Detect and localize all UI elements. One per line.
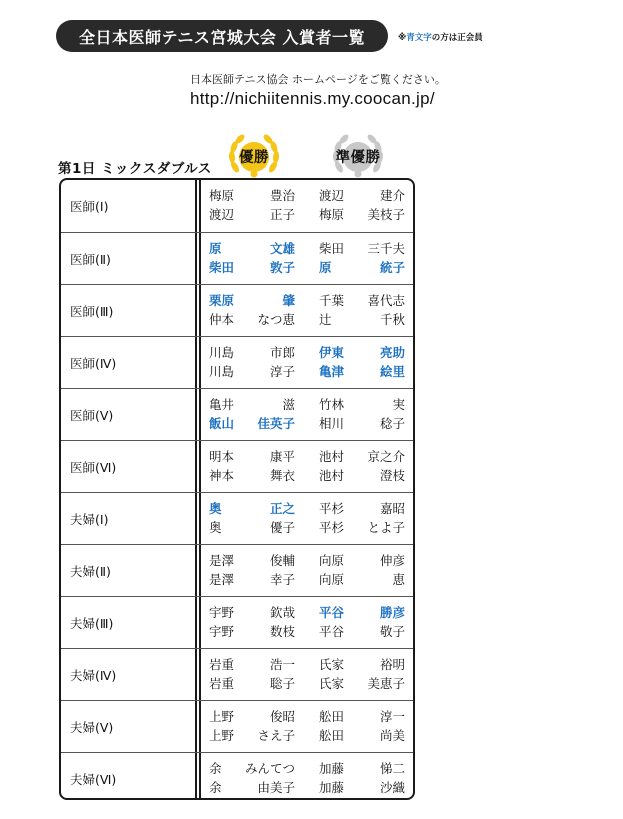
table-row: [61, 388, 413, 441]
family-name: 舩田: [319, 708, 345, 724]
family-name: 栗原: [209, 292, 235, 308]
player-name: [209, 674, 295, 693]
given-name: 文雄: [269, 240, 295, 256]
category-label: 医師(Ⅴ): [70, 407, 114, 423]
winner-pair: [209, 395, 295, 433]
given-name: みんてつ: [244, 760, 295, 776]
given-name: 欽哉: [269, 604, 295, 620]
given-name: 淳子: [269, 363, 295, 379]
given-name: 優子: [269, 519, 295, 535]
given-name: 淳一: [379, 708, 405, 724]
player-name: [319, 674, 405, 693]
given-name: 美恵子: [367, 675, 405, 691]
family-name: 氏家: [319, 656, 345, 672]
family-name: 相川: [319, 415, 345, 431]
table-row: [61, 180, 413, 232]
winner-pair: [209, 291, 295, 329]
player-name: [319, 343, 405, 362]
family-name: 宇野: [209, 623, 235, 639]
family-name: 梅原: [209, 188, 235, 203]
family-name: 是澤: [209, 571, 235, 587]
player-name: [209, 291, 295, 310]
given-name: 伸彦: [379, 552, 405, 568]
given-name: 三千夫: [367, 240, 405, 256]
homepage-text: 日本医師テニス協会 ホームページをご覧ください。: [190, 73, 446, 86]
given-name: さえ子: [257, 727, 295, 743]
player-name: [319, 603, 405, 622]
table-row: [61, 440, 413, 493]
family-name: 余: [209, 760, 222, 776]
player-name: [209, 759, 295, 778]
family-name: 余: [209, 779, 222, 795]
table-row: [61, 544, 413, 597]
given-name: 幸子: [269, 571, 295, 587]
given-name: 沙織: [379, 779, 405, 795]
runner-up-pair: [319, 343, 405, 381]
family-name: 向原: [319, 571, 345, 587]
family-name: 向原: [319, 552, 345, 568]
family-name: 是澤: [209, 552, 235, 568]
player-name: [209, 655, 295, 674]
player-name: [319, 655, 405, 674]
member-note: [398, 31, 483, 43]
note-suffix: の方は正会員: [431, 33, 483, 43]
family-name: 千葉: [319, 292, 345, 308]
given-name: 嘉昭: [379, 500, 405, 516]
runner-up-pair: [319, 186, 405, 224]
player-name: [319, 778, 405, 797]
table-row: [61, 700, 413, 753]
page-title: [56, 20, 388, 52]
winner-pair: [209, 499, 295, 537]
player-name: [209, 186, 295, 205]
table-row: [61, 336, 413, 389]
given-name: 恵: [392, 571, 405, 587]
player-name: [319, 291, 405, 310]
winner-pair: [209, 603, 295, 641]
given-name: 聡子: [269, 675, 295, 691]
table-row: [61, 752, 413, 805]
winner-pair: [209, 447, 295, 485]
family-name: 亀津: [319, 363, 345, 379]
runner-up-pair: [319, 447, 405, 485]
family-name: 柴田: [319, 240, 345, 256]
winner-pair: [209, 343, 295, 381]
player-name: [209, 258, 295, 277]
runner-up-pair: [319, 759, 405, 797]
given-name: 美枝子: [367, 207, 405, 222]
player-name: [319, 362, 405, 381]
family-name: 平杉: [319, 519, 345, 535]
player-name: [209, 551, 295, 570]
given-name: なつ恵: [257, 311, 295, 327]
family-name: 川島: [209, 363, 235, 379]
player-name: [209, 414, 295, 433]
table-row: [61, 284, 413, 337]
given-name: 市郎: [269, 344, 295, 360]
family-name: 上野: [209, 708, 235, 724]
family-name: 飯山: [209, 415, 235, 431]
given-name: 亮助: [379, 344, 405, 360]
given-name: 肇: [282, 292, 295, 308]
player-name: [209, 603, 295, 622]
given-name: 統子: [379, 259, 405, 275]
category-label: 医師(Ⅱ): [70, 251, 111, 267]
runner-up-pair: [319, 499, 405, 537]
category-label: 医師(Ⅵ): [70, 459, 117, 475]
given-name: 千秋: [379, 311, 405, 327]
homepage-url[interactable]: http://nichiitennis.my.coocan.jp/: [190, 89, 435, 108]
given-name: 数枝: [269, 623, 295, 639]
player-name: [209, 518, 295, 537]
family-name: 原: [319, 259, 332, 275]
given-name: 舞衣: [269, 467, 295, 483]
runner-up-badge: [329, 133, 387, 179]
family-name: 奥: [209, 519, 222, 535]
given-name: 実: [392, 396, 405, 412]
family-name: 岩重: [209, 675, 235, 691]
family-name: 加藤: [319, 779, 345, 795]
category-label: 医師(Ⅰ): [70, 199, 109, 214]
player-name: [319, 395, 405, 414]
given-name: 滋: [282, 396, 295, 412]
family-name: 宇野: [209, 604, 235, 620]
given-name: 豊治: [269, 188, 295, 203]
given-name: 敬子: [379, 623, 405, 639]
given-name: 俊昭: [269, 708, 295, 724]
family-name: 平杉: [319, 500, 345, 516]
player-name: [209, 310, 295, 329]
given-name: とよ子: [367, 519, 405, 535]
category-label: 医師(Ⅲ): [70, 303, 114, 319]
player-name: [209, 362, 295, 381]
family-name: 岩重: [209, 656, 235, 672]
category-label: 夫婦(Ⅱ): [70, 563, 111, 579]
family-name: 上野: [209, 727, 235, 743]
given-name: 京之介: [367, 448, 405, 464]
runner-up-pair: [319, 395, 405, 433]
family-name: 辻: [319, 311, 332, 327]
category-label: 夫婦(Ⅵ): [70, 771, 117, 787]
runner-up-pair: [319, 707, 405, 745]
family-name: 柴田: [209, 259, 235, 275]
player-name: [319, 466, 405, 485]
player-name: [209, 726, 295, 745]
winner-pair: [209, 707, 295, 745]
player-name: [209, 205, 295, 224]
family-name: 梅原: [319, 207, 345, 222]
player-name: [209, 466, 295, 485]
player-name: [209, 707, 295, 726]
given-name: 正之: [269, 500, 295, 516]
given-name: 勝彦: [379, 604, 405, 620]
player-name: [319, 205, 405, 224]
table-row: [61, 232, 413, 285]
player-name: [209, 499, 295, 518]
player-name: [209, 570, 295, 589]
category-label: 夫婦(Ⅴ): [70, 719, 114, 735]
player-name: [319, 551, 405, 570]
player-name: [319, 759, 405, 778]
given-name: 康平: [269, 448, 295, 464]
runner-up-pair: [319, 655, 405, 693]
player-name: [319, 726, 405, 745]
given-name: 澄枝: [379, 467, 405, 483]
given-name: 悌二: [379, 760, 405, 776]
runner-up-pair: [319, 551, 405, 589]
player-name: [319, 570, 405, 589]
results-table: [59, 178, 415, 800]
player-name: [319, 518, 405, 537]
given-name: 由美子: [257, 779, 295, 795]
given-name: 建介: [379, 188, 405, 203]
family-name: 加藤: [319, 760, 345, 776]
given-name: 裕明: [379, 656, 405, 672]
family-name: 川島: [209, 344, 235, 360]
player-name: [319, 310, 405, 329]
family-name: 池村: [319, 467, 345, 483]
category-label: 夫婦(Ⅲ): [70, 615, 114, 631]
family-name: 平谷: [319, 623, 345, 639]
page-title-text: 全日本医師テニス宮城大会 入賞者一覧: [79, 27, 365, 47]
player-name: [319, 707, 405, 726]
family-name: 仲本: [209, 311, 235, 327]
note-prefix: ※: [398, 33, 407, 43]
winner-pair: [209, 551, 295, 589]
family-name: 奥: [209, 500, 222, 516]
player-name: [319, 499, 405, 518]
runner-up-pair: [319, 603, 405, 641]
family-name: 原: [209, 240, 222, 256]
winner-pair: [209, 239, 295, 277]
section-label: 第1日 ミックスダブルス: [58, 161, 212, 177]
table-row: [61, 596, 413, 649]
family-name: 舩田: [319, 727, 345, 743]
player-name: [319, 258, 405, 277]
player-name: [209, 622, 295, 641]
table-row: [61, 648, 413, 701]
winner-pair: [209, 655, 295, 693]
given-name: 正子: [269, 207, 295, 222]
winner-label: 優勝: [239, 148, 269, 166]
given-name: 絵里: [379, 363, 405, 379]
player-name: [319, 239, 405, 258]
player-name: [209, 778, 295, 797]
given-name: 喜代志: [367, 292, 405, 308]
family-name: 平谷: [319, 604, 345, 620]
table-row: [61, 492, 413, 545]
category-label: 夫婦(Ⅰ): [70, 511, 109, 527]
family-name: 伊東: [319, 344, 345, 360]
runner-up-pair: [319, 291, 405, 329]
player-name: [209, 239, 295, 258]
note-blue-text: 青文字: [406, 33, 432, 43]
player-name: [319, 622, 405, 641]
category-label: 夫婦(Ⅳ): [70, 667, 117, 683]
family-name: 神本: [209, 467, 235, 483]
family-name: 亀井: [209, 396, 235, 412]
family-name: 氏家: [319, 675, 345, 691]
given-name: 稔子: [379, 415, 405, 431]
winner-badge: [226, 133, 282, 179]
family-name: 池村: [319, 448, 345, 464]
given-name: 尚美: [379, 727, 405, 743]
category-label: 医師(Ⅳ): [70, 355, 117, 371]
given-name: 浩一: [269, 656, 295, 672]
family-name: 竹林: [319, 396, 345, 412]
given-name: 俊輔: [269, 552, 295, 568]
runner-up-pair: [319, 239, 405, 277]
winner-pair: [209, 186, 295, 224]
family-name: 渡辺: [319, 188, 345, 203]
player-name: [319, 447, 405, 466]
winner-pair: [209, 759, 295, 797]
runner-up-label: 準優勝: [335, 148, 381, 166]
family-name: 明本: [209, 448, 235, 464]
given-name: 敦子: [269, 259, 295, 275]
player-name: [319, 414, 405, 433]
family-name: 渡辺: [209, 207, 235, 222]
player-name: [209, 447, 295, 466]
given-name: 佳英子: [257, 415, 295, 431]
player-name: [319, 186, 405, 205]
player-name: [209, 395, 295, 414]
player-name: [209, 343, 295, 362]
